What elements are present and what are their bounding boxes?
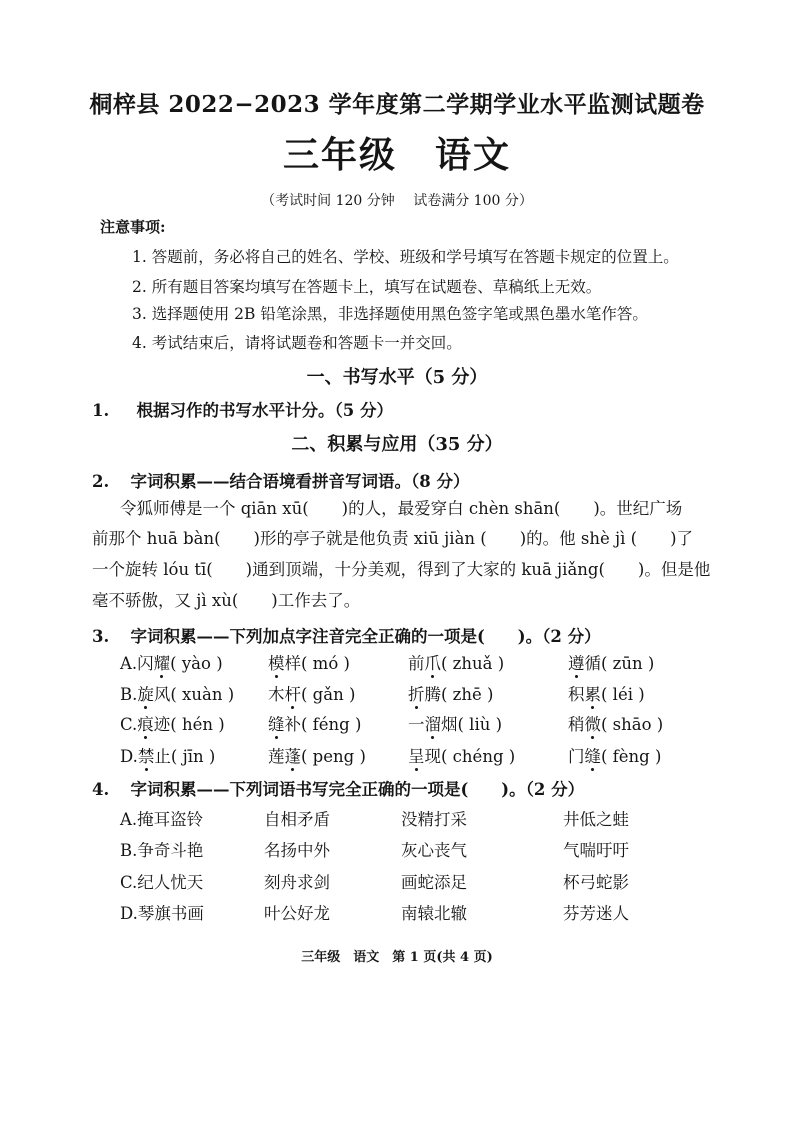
q4-option-cell: 灰心丧气 — [401, 841, 467, 860]
question-number: 2. — [92, 472, 110, 491]
dotted-character: 爪 — [424, 654, 441, 673]
option-text: ( yào ) — [170, 654, 223, 673]
option-text: ( shāo ) — [601, 715, 664, 734]
q3-option-cell — [568, 650, 654, 674]
option-text: 稍 — [568, 715, 585, 734]
option-text: 循( zūn ) — [584, 654, 655, 673]
q4-option-cell: D.琴旗书画 — [120, 904, 204, 923]
option-text: ( léi ) — [601, 685, 645, 704]
q3-option-cell — [120, 650, 223, 674]
question-number: 3. — [92, 627, 110, 646]
notice-item: 3. 选择题使用 2B 铅笔涂黑，非选择题使用黑色签字笔或黑色墨水笔作答。 — [132, 305, 648, 323]
section-title: 二、积累与应用（35 分） — [291, 434, 503, 455]
dotted-character: 折 — [408, 685, 425, 704]
q4-option-cell: 刻舟求剑 — [264, 873, 330, 892]
q4-option-cell: 自相矛盾 — [264, 810, 330, 829]
question-text: 字词积累——下列词语书写完全正确的一项是( )。（2 分） — [130, 780, 585, 799]
dotted-character: 呈 — [408, 747, 425, 766]
q3-option-cell — [568, 681, 645, 705]
option-text: 样( mó ) — [284, 654, 350, 673]
question-4 — [92, 776, 584, 800]
question-2 — [92, 468, 469, 492]
dotted-character: 溜 — [424, 715, 441, 734]
q4-option-cell: 杯弓蛇影 — [563, 873, 629, 892]
exam-info: （考试时间 120 分钟 试卷满分 100 分） — [261, 193, 533, 209]
notice-item: 2. 所有题目答案均填写在答题卡上，填写在试题卷、草稿纸上无效。 — [132, 278, 602, 296]
pinyin-passage-line: 令狐师傅是一个 qiān xū( )的人，最爱穿白 chèn shān( )。世纪广场 — [120, 499, 683, 518]
question-text: 字词积累——下列加点字注音完全正确的一项是( )。（2 分） — [130, 627, 601, 646]
question-3 — [92, 623, 601, 647]
dotted-character: 耀 — [153, 654, 171, 673]
option-text: 莲 — [268, 747, 285, 766]
q4-option-cell: A.掩耳盗铃 — [120, 810, 204, 829]
q4-option-cell: 气喘吁吁 — [563, 841, 629, 860]
q3-option-cell — [408, 650, 504, 674]
option-text: 腾( zhē ) — [424, 685, 494, 704]
dotted-character: 旋 — [137, 685, 154, 704]
question-1 — [92, 397, 393, 421]
exam-title: 桐梓县 2022−2023 学年度第二学期学业水平监测试题卷 — [89, 91, 705, 118]
pinyin-passage-line: 一个旋转 lóu tī( )通到顶端，十分美观，得到了大家的 kuā jiǎng( )。但是他 — [92, 560, 711, 579]
option-text: A.闪 — [120, 654, 154, 673]
dotted-character: 禁 — [137, 747, 155, 766]
option-text: 迹( hén ) — [153, 715, 225, 734]
pinyin-passage-line: 毫不骄傲，又 jì xù( )工作去了。 — [92, 591, 361, 610]
option-text: 门 — [568, 747, 585, 766]
q3-option-cell — [408, 711, 502, 735]
q4-option-cell: 没精打采 — [401, 810, 467, 829]
q3-option-cell — [120, 681, 234, 705]
q4-option-cell: 芬芳迷人 — [563, 904, 629, 923]
option-text: B. — [120, 685, 138, 704]
page-footer: 三年级 语文 第 1 页(共 4 页) — [301, 950, 493, 965]
option-text: ( zhuǎ ) — [441, 654, 505, 673]
option-text: C. — [120, 715, 138, 734]
q3-option-cell — [568, 743, 661, 767]
section-title: 一、书写水平（5 分） — [306, 367, 488, 388]
q4-option-cell: 井低之蛙 — [563, 810, 629, 829]
option-text: 风( xuàn ) — [153, 685, 235, 704]
q3-option-cell — [268, 743, 366, 767]
notice-item: 1. 答题前，务必将自己的姓名、学校、班级和学号填写在答题卡规定的位置上。 — [132, 248, 679, 266]
option-text: ( fèng ) — [601, 747, 662, 766]
dotted-character: 杆 — [284, 685, 301, 704]
question-number: 1. — [92, 401, 110, 420]
q4-option-cell: 南辕北辙 — [401, 904, 467, 923]
q4-option-cell: 叶公好龙 — [264, 904, 330, 923]
option-text: ( gǎn ) — [301, 685, 356, 704]
question-text: 根据习作的书写水平计分。（5 分） — [136, 401, 393, 420]
dotted-character: 遵 — [568, 654, 585, 673]
option-text: 前 — [408, 654, 425, 673]
q3-option-cell — [408, 743, 515, 767]
dotted-character: 模 — [268, 654, 285, 673]
notice-heading: 注意事项: — [100, 218, 166, 236]
q4-option-cell: B.争奇斗艳 — [120, 841, 204, 860]
q3-option-cell — [268, 711, 361, 735]
q3-option-cell — [120, 711, 225, 735]
option-text: ( peng ) — [301, 747, 366, 766]
pinyin-passage-line: 前那个 huā bàn( )形的亭子就是他负责 xiū jiàn ( )的。他 shè jì ( )了 — [92, 529, 694, 548]
dotted-character: 蓬 — [284, 747, 301, 766]
option-text: 现( chéng ) — [424, 747, 516, 766]
dotted-character: 微 — [584, 715, 601, 734]
notice-item: 4. 考试结束后，请将试题卷和答题卡一并交回。 — [132, 334, 462, 352]
q3-option-cell — [268, 681, 355, 705]
dotted-character: 缝 — [584, 747, 601, 766]
option-text: D. — [120, 747, 138, 766]
option-text: 止( jīn ) — [154, 747, 216, 766]
option-text: 补( féng ) — [284, 715, 362, 734]
q4-option-cell: 画蛇添足 — [401, 873, 467, 892]
q3-option-cell — [268, 650, 350, 674]
dotted-character: 累 — [584, 685, 601, 704]
option-text: 烟( liù ) — [441, 715, 503, 734]
subject-title: 三年级 语文 — [282, 134, 511, 176]
dotted-character: 缝 — [268, 715, 285, 734]
q4-option-cell: C.纪人忧天 — [120, 873, 204, 892]
q3-option-cell — [120, 743, 215, 767]
option-text: 一 — [408, 715, 425, 734]
q3-option-cell — [408, 681, 493, 705]
question-number: 4. — [92, 780, 110, 799]
option-text: 积 — [568, 685, 585, 704]
q3-option-cell — [568, 711, 663, 735]
q4-option-cell: 名扬中外 — [264, 841, 330, 860]
dotted-character: 痕 — [137, 715, 154, 734]
option-text: 木 — [268, 685, 285, 704]
question-text: 字词积累——结合语境看拼音写词语。（8 分） — [130, 472, 470, 491]
